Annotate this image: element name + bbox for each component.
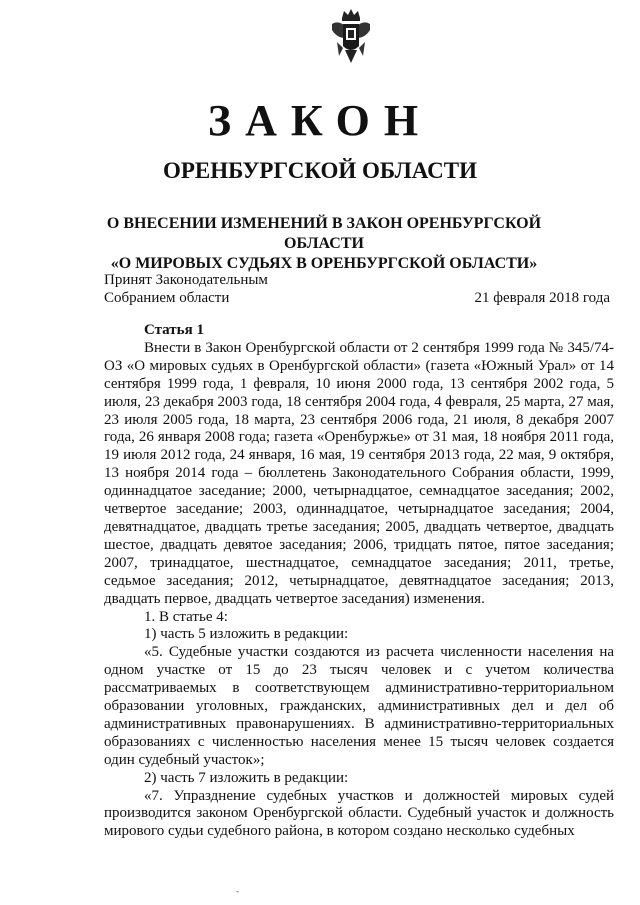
adoption-date: 21 февраля 2018 года [474,290,610,306]
article-subitem: 2) часть 7 изложить в редакции: [144,769,349,786]
article-intro-paragraph: Внести в Закон Оренбургской области от 2 сентября 1999 года № 345/74-ОЗ «О мировых судьях в Оренбургской области» (газета «Южный Урал» от 14 сентября 1999 года, 1 февраля, 10 июня 2000 года, 13 сентября 2002 года, 5 июля, 23 декабря 2003 года, 18 сентября 2004 года, 4 февраля, 25 марта, 27 мая, 23 июля 2005 года, 18 марта, 23 сентября 2006 года, 21 июля, 8 декабря 2007 года, 26 января 2008 года; газета «Оренбуржье» от 31 мая, 18 ноября 2011 года, 19 июля 2012 года, 24 января, 16 мая, 19 сентября 2013 года, 22 мая, 9 октября, 13 ноября 2014 года – бюллетень Законодательного Собрания области, 1999, одиннадцатое заседание; 2000, четырнадцатое, семнадцатое заседания; 2002, четвертое заседание; 2003, одиннадцатое, четырнадцатое заседания; 2004, девятнадцатое, двадцать третье заседания; 2005, двадцать четвертое, двадцать шестое, двадцать девятое заседания; 2006, тридцать пятое, пятое заседания; 2007, тринадцатое, шестнадцатое, семнадцатое заседания; 2011, третье, седьмое заседания; 2012, четырнадцатое, девятнадцатое заседания; 2013, двадцать первое, двадцать четвертое заседания) изменения. [104,339,614,607]
adoption-line: Собранием области [104,290,230,306]
law-title: ЗАКОН [207,96,433,145]
article-quote: «7. Упразднение судебных участков и должностей мировых судей производится законом Оренбургской области. Судебный участок и должность мирового судьи судебного района, в котором создано несколько судебных [104,787,614,840]
adoption-line: Принят Законодательным [104,272,268,288]
law-subject-line: «О МИРОВЫХ СУДЬЯХ В ОРЕНБУРГСКОЙ ОБЛАСТИ» [110,255,538,272]
coat-of-arms-icon [329,8,373,66]
article-title: Статья 1 [144,322,204,338]
article-body [104,322,614,841]
law-subject [80,214,568,274]
article-subitem: 1) часть 5 изложить в редакции: [144,626,349,643]
article-quote: «5. Судебные участки создаются из расчета численности населения на одном участке от 15 до 23 тысяч человек и с учетом количества рассматриваемых в соответствующем административно-территориальном образовании уголовных, гражданских, административных дел и дел об административных правонарушениях. В административно-территориальных образованиях с численностью населения менее 15 тысяч человек создается один судебный участок»; [104,644,614,768]
page-mark: - [236,886,239,896]
law-subject-line: О ВНЕСЕНИИ ИЗМЕНЕНИЙ В ЗАКОН ОРЕНБУРГСКОЙ ОБЛАСТИ [106,215,542,252]
region-title: ОРЕНБУРГСКОЙ ОБЛАСТИ [162,158,478,183]
adoption-block [104,271,610,307]
article-item: 1. В статье 4: [144,608,228,625]
